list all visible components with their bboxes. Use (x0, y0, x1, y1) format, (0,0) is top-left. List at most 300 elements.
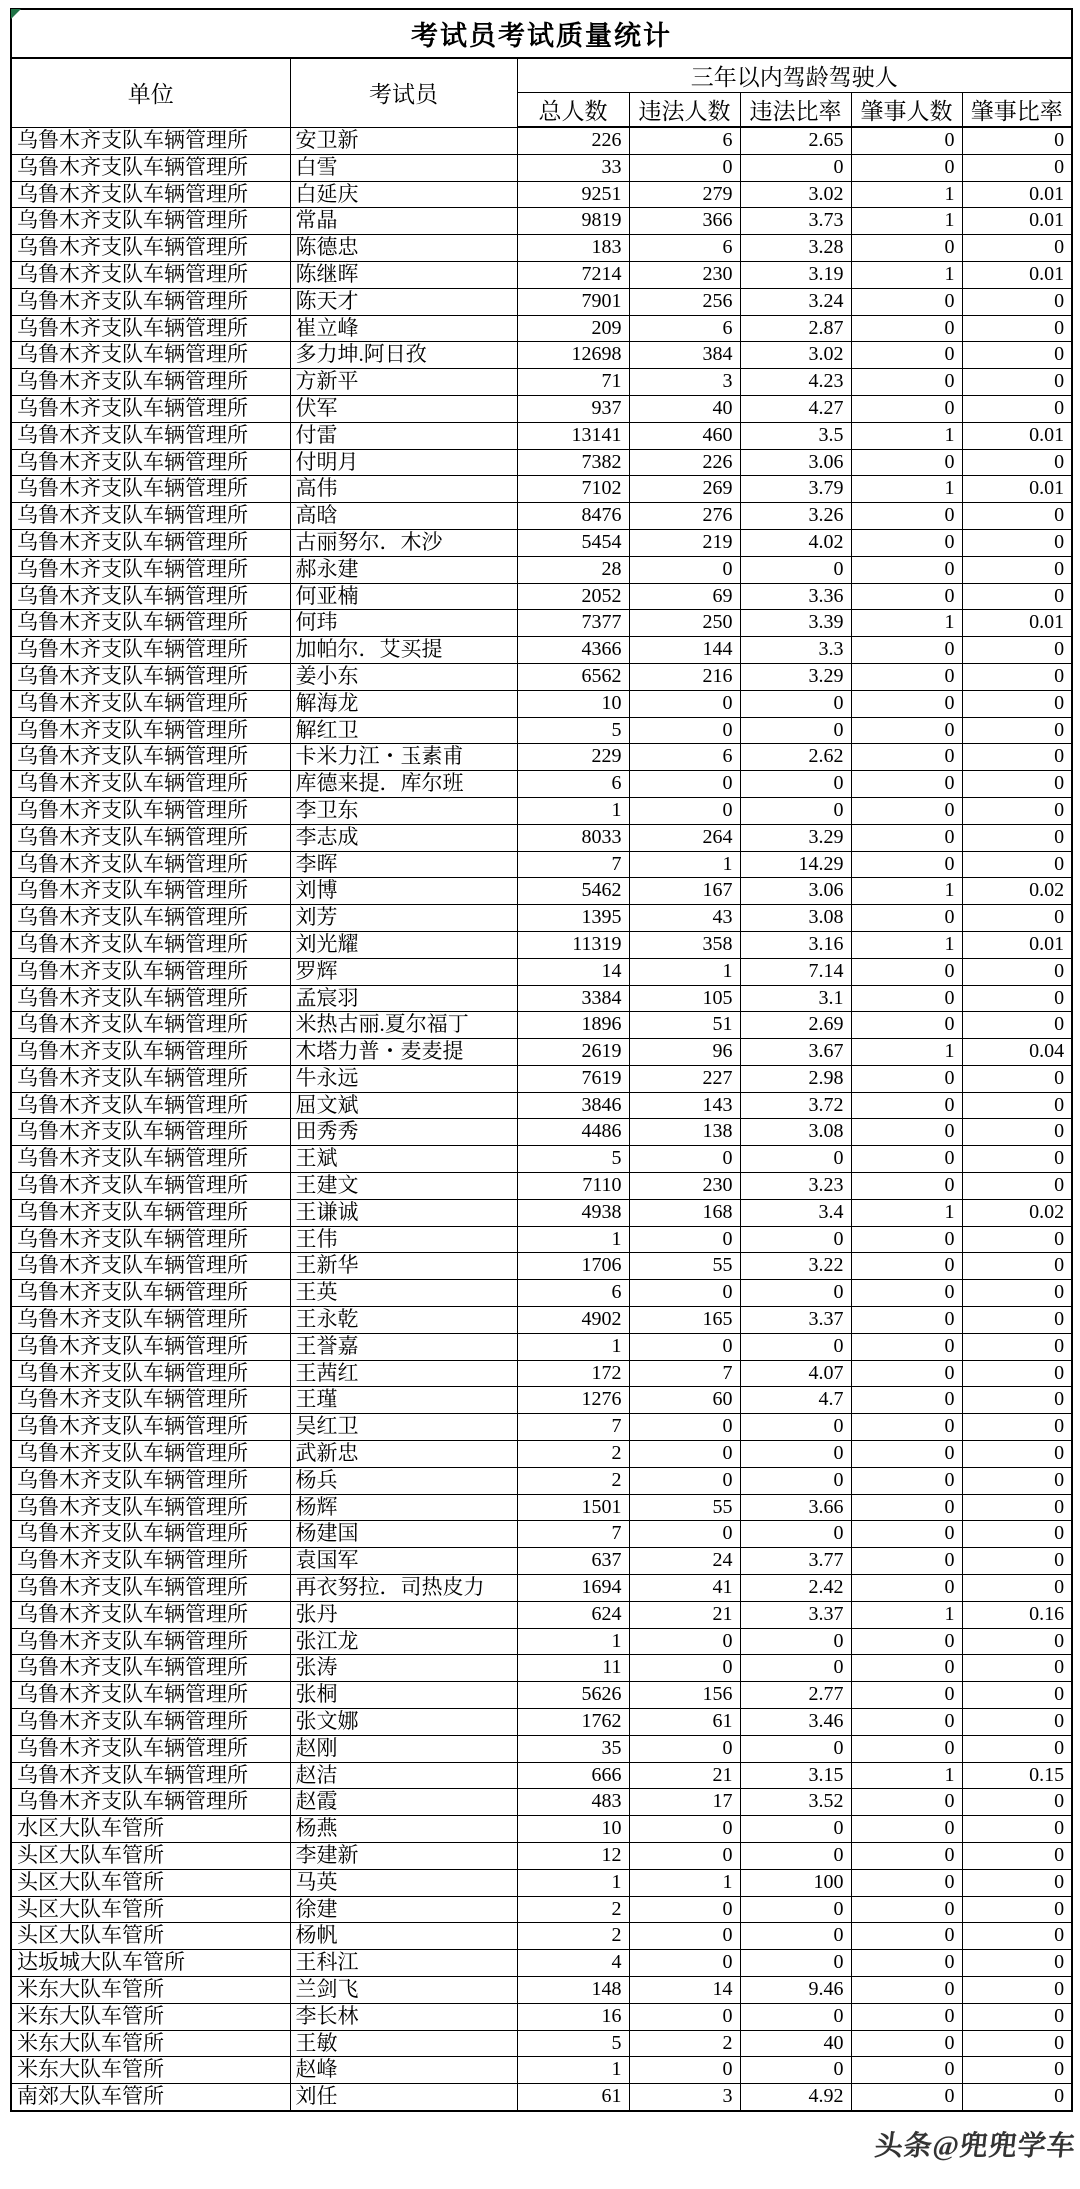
table-row (11, 1146, 1072, 1173)
accident-rate-cell: 0 (962, 583, 1072, 610)
accident-count-cell: 0 (851, 1816, 962, 1843)
unit-cell: 乌鲁木齐支队车辆管理所 (11, 1065, 290, 1092)
table-row (11, 476, 1072, 503)
examiner-cell: 木塔力普・麦麦提 (290, 1039, 517, 1066)
accident-rate-cell: 0 (962, 1869, 1072, 1896)
accident-rate-cell: 0.01 (962, 181, 1072, 208)
violation-count-cell: 0 (629, 1950, 740, 1977)
table-row (11, 181, 1072, 208)
violation-count-cell: 7 (629, 1360, 740, 1387)
col-header-accident-rate: 肇事比率 (962, 93, 1072, 128)
total-count-cell: 6 (517, 771, 629, 798)
violation-count-cell: 24 (629, 1548, 740, 1575)
accident-count-cell: 1 (851, 1762, 962, 1789)
violation-count-cell: 0 (629, 1467, 740, 1494)
table-row (11, 878, 1072, 905)
unit-cell: 乌鲁木齐支队车辆管理所 (11, 958, 290, 985)
accident-count-cell: 0 (851, 1548, 962, 1575)
unit-cell: 达坂城大队车管所 (11, 1950, 290, 1977)
table-row (11, 663, 1072, 690)
violation-rate-cell: 0 (740, 1146, 851, 1173)
accident-rate-cell: 0 (962, 851, 1072, 878)
table-row (11, 529, 1072, 556)
table-row (11, 931, 1072, 958)
violation-count-cell: 0 (629, 1226, 740, 1253)
total-count-cell: 7214 (517, 261, 629, 288)
unit-cell: 米东大队车管所 (11, 2003, 290, 2030)
examiner-cell: 赵峰 (290, 2057, 517, 2084)
accident-rate-cell: 0 (962, 1333, 1072, 1360)
violation-count-cell: 366 (629, 208, 740, 235)
accident-rate-cell: 0 (962, 342, 1072, 369)
examiner-cell: 杨辉 (290, 1494, 517, 1521)
violation-rate-cell: 3.4 (740, 1199, 851, 1226)
accident-count-cell: 1 (851, 610, 962, 637)
total-count-cell: 11 (517, 1655, 629, 1682)
total-count-cell: 5454 (517, 529, 629, 556)
examiner-cell: 卡米力江・玉素甫 (290, 744, 517, 771)
unit-cell: 乌鲁木齐支队车辆管理所 (11, 315, 290, 342)
examiner-cell: 王誉嘉 (290, 1333, 517, 1360)
unit-cell: 乌鲁木齐支队车辆管理所 (11, 717, 290, 744)
accident-count-cell: 0 (851, 2057, 962, 2084)
violation-count-cell: 0 (629, 1923, 740, 1950)
total-count-cell: 1 (517, 1869, 629, 1896)
total-count-cell: 1896 (517, 1012, 629, 1039)
accident-rate-cell: 0 (962, 154, 1072, 181)
unit-cell: 乌鲁木齐支队车辆管理所 (11, 1735, 290, 1762)
violation-count-cell: 167 (629, 878, 740, 905)
total-count-cell: 937 (517, 395, 629, 422)
table-row (11, 1869, 1072, 1896)
examiner-cell: 王敏 (290, 2030, 517, 2057)
table-row (11, 690, 1072, 717)
unit-cell: 乌鲁木齐支队车辆管理所 (11, 1414, 290, 1441)
accident-rate-cell: 0 (962, 1816, 1072, 1843)
table-row (11, 1735, 1072, 1762)
excel-corner-marker-icon (11, 9, 21, 19)
violation-count-cell: 384 (629, 342, 740, 369)
unit-cell: 乌鲁木齐支队车辆管理所 (11, 610, 290, 637)
examiner-cell: 张涛 (290, 1655, 517, 1682)
total-count-cell: 1706 (517, 1253, 629, 1280)
accident-count-cell: 0 (851, 1950, 962, 1977)
accident-count-cell: 0 (851, 1735, 962, 1762)
violation-rate-cell: 2.77 (740, 1682, 851, 1709)
table-row (11, 2084, 1072, 2111)
accident-count-cell: 0 (851, 1307, 962, 1334)
violation-count-cell: 41 (629, 1575, 740, 1602)
unit-cell: 乌鲁木齐支队车辆管理所 (11, 235, 290, 262)
unit-cell: 乌鲁木齐支队车辆管理所 (11, 1012, 290, 1039)
violation-count-cell: 0 (629, 1816, 740, 1843)
table-row (11, 315, 1072, 342)
table-row (11, 449, 1072, 476)
examiner-cell: 王科江 (290, 1950, 517, 1977)
accident-count-cell: 0 (851, 851, 962, 878)
violation-rate-cell: 3.37 (740, 1307, 851, 1334)
accident-rate-cell: 0.01 (962, 610, 1072, 637)
accident-count-cell: 0 (851, 154, 962, 181)
accident-count-cell: 0 (851, 395, 962, 422)
examiner-cell: 高伟 (290, 476, 517, 503)
table-row (11, 1762, 1072, 1789)
table-row (11, 342, 1072, 369)
table-body (11, 127, 1072, 2111)
total-count-cell: 2 (517, 1896, 629, 1923)
accident-rate-cell: 0 (962, 1682, 1072, 1709)
accident-count-cell: 0 (851, 1333, 962, 1360)
accident-count-cell: 0 (851, 797, 962, 824)
examiner-cell: 袁国军 (290, 1548, 517, 1575)
accident-rate-cell: 0 (962, 717, 1072, 744)
examiner-cell: 何玮 (290, 610, 517, 637)
examiner-cell: 牛永远 (290, 1065, 517, 1092)
accident-rate-cell: 0 (962, 1173, 1072, 1200)
total-count-cell: 4902 (517, 1307, 629, 1334)
accident-count-cell: 1 (851, 1601, 962, 1628)
accident-count-cell: 0 (851, 342, 962, 369)
violation-rate-cell: 3.37 (740, 1601, 851, 1628)
table-row (11, 1789, 1072, 1816)
unit-cell: 乌鲁木齐支队车辆管理所 (11, 1092, 290, 1119)
total-count-cell: 7619 (517, 1065, 629, 1092)
accident-rate-cell: 0 (962, 1065, 1072, 1092)
accident-rate-cell: 0 (962, 1226, 1072, 1253)
violation-count-cell: 6 (629, 127, 740, 154)
examiner-cell: 李晖 (290, 851, 517, 878)
violation-count-cell: 6 (629, 315, 740, 342)
accident-count-cell: 0 (851, 1092, 962, 1119)
violation-rate-cell: 0 (740, 1896, 851, 1923)
violation-rate-cell: 0 (740, 556, 851, 583)
examiner-cell: 刘博 (290, 878, 517, 905)
total-count-cell: 229 (517, 744, 629, 771)
table-row (11, 1923, 1072, 1950)
accident-count-cell: 0 (851, 1521, 962, 1548)
table-row (11, 1682, 1072, 1709)
table-row (11, 824, 1072, 851)
accident-count-cell: 0 (851, 1441, 962, 1468)
accident-count-cell: 0 (851, 288, 962, 315)
examiner-cell: 吴红卫 (290, 1414, 517, 1441)
violation-rate-cell: 3.06 (740, 449, 851, 476)
total-count-cell: 148 (517, 1976, 629, 2003)
total-count-cell: 1762 (517, 1709, 629, 1736)
quality-statistics-table (10, 8, 1073, 2112)
examiner-cell: 常晶 (290, 208, 517, 235)
total-count-cell: 2619 (517, 1039, 629, 1066)
violation-rate-cell: 3.19 (740, 261, 851, 288)
accident-count-cell: 0 (851, 1976, 962, 2003)
violation-rate-cell: 4.07 (740, 1360, 851, 1387)
table-row (11, 1119, 1072, 1146)
violation-count-cell: 0 (629, 1843, 740, 1870)
table-row (11, 2057, 1072, 2084)
violation-count-cell: 168 (629, 1199, 740, 1226)
accident-rate-cell: 0.01 (962, 931, 1072, 958)
examiner-cell: 杨燕 (290, 1816, 517, 1843)
table-row (11, 1816, 1072, 1843)
examiner-cell: 赵刚 (290, 1735, 517, 1762)
violation-count-cell: 2 (629, 2030, 740, 2057)
table-row (11, 1655, 1072, 1682)
table-row (11, 1387, 1072, 1414)
violation-rate-cell: 4.02 (740, 529, 851, 556)
accident-rate-cell: 0 (962, 1441, 1072, 1468)
examiner-cell: 崔立峰 (290, 315, 517, 342)
col-header-examiner: 考试员 (290, 58, 517, 127)
unit-cell: 乌鲁木齐支队车辆管理所 (11, 422, 290, 449)
violation-rate-cell: 3.67 (740, 1039, 851, 1066)
col-header-accident-count: 肇事人数 (851, 93, 962, 128)
accident-rate-cell: 0.02 (962, 1199, 1072, 1226)
table-row (11, 1280, 1072, 1307)
accident-rate-cell: 0 (962, 985, 1072, 1012)
unit-cell: 头区大队车管所 (11, 1896, 290, 1923)
total-count-cell: 5 (517, 1146, 629, 1173)
violation-count-cell: 6 (629, 744, 740, 771)
accident-rate-cell: 0 (962, 663, 1072, 690)
violation-rate-cell: 3.46 (740, 1709, 851, 1736)
table-row (11, 1548, 1072, 1575)
violation-rate-cell: 3.29 (740, 824, 851, 851)
table-row (11, 985, 1072, 1012)
unit-cell: 乌鲁木齐支队车辆管理所 (11, 1655, 290, 1682)
accident-rate-cell: 0 (962, 1360, 1072, 1387)
accident-rate-cell: 0 (962, 690, 1072, 717)
violation-count-cell: 0 (629, 1280, 740, 1307)
total-count-cell: 10 (517, 690, 629, 717)
violation-count-cell: 264 (629, 824, 740, 851)
accident-count-cell: 1 (851, 878, 962, 905)
violation-rate-cell: 3.77 (740, 1548, 851, 1575)
accident-rate-cell: 0 (962, 449, 1072, 476)
examiner-cell: 杨建国 (290, 1521, 517, 1548)
accident-rate-cell: 0 (962, 797, 1072, 824)
total-count-cell: 28 (517, 556, 629, 583)
unit-cell: 乌鲁木齐支队车辆管理所 (11, 1173, 290, 1200)
total-count-cell: 7 (517, 851, 629, 878)
accident-rate-cell: 0 (962, 2030, 1072, 2057)
examiner-cell: 罗辉 (290, 958, 517, 985)
examiner-cell: 王瑾 (290, 1387, 517, 1414)
violation-count-cell: 60 (629, 1387, 740, 1414)
violation-rate-cell: 0 (740, 1923, 851, 1950)
table-row (11, 1253, 1072, 1280)
violation-rate-cell: 3.15 (740, 1762, 851, 1789)
accident-count-cell: 1 (851, 476, 962, 503)
accident-rate-cell: 0 (962, 288, 1072, 315)
total-count-cell: 1 (517, 1628, 629, 1655)
accident-count-cell: 0 (851, 1226, 962, 1253)
violation-count-cell: 0 (629, 1414, 740, 1441)
table-row (11, 395, 1072, 422)
table-row (11, 1333, 1072, 1360)
examiner-cell: 加帕尔．艾买提 (290, 637, 517, 664)
table-row (11, 1039, 1072, 1066)
examiner-cell: 赵洁 (290, 1762, 517, 1789)
unit-cell: 乌鲁木齐支队车辆管理所 (11, 476, 290, 503)
examiner-cell: 付雷 (290, 422, 517, 449)
accident-count-cell: 0 (851, 529, 962, 556)
unit-cell: 乌鲁木齐支队车辆管理所 (11, 931, 290, 958)
violation-rate-cell: 7.14 (740, 958, 851, 985)
examiner-cell: 解海龙 (290, 690, 517, 717)
violation-count-cell: 230 (629, 1173, 740, 1200)
table-row (11, 1360, 1072, 1387)
accident-count-cell: 0 (851, 556, 962, 583)
examiner-cell: 刘任 (290, 2084, 517, 2111)
accident-rate-cell: 0 (962, 556, 1072, 583)
total-count-cell: 4 (517, 1950, 629, 1977)
total-count-cell: 5626 (517, 1682, 629, 1709)
unit-cell: 乌鲁木齐支队车辆管理所 (11, 1762, 290, 1789)
unit-cell: 乌鲁木齐支队车辆管理所 (11, 905, 290, 932)
violation-count-cell: 143 (629, 1092, 740, 1119)
violation-count-cell: 61 (629, 1709, 740, 1736)
accident-count-cell: 1 (851, 1199, 962, 1226)
violation-count-cell: 0 (629, 1628, 740, 1655)
violation-count-cell: 105 (629, 985, 740, 1012)
total-count-cell: 11319 (517, 931, 629, 958)
accident-rate-cell: 0.01 (962, 422, 1072, 449)
violation-rate-cell: 0 (740, 154, 851, 181)
violation-count-cell: 0 (629, 1146, 740, 1173)
accident-rate-cell: 0 (962, 1387, 1072, 1414)
total-count-cell: 172 (517, 1360, 629, 1387)
violation-count-cell: 216 (629, 663, 740, 690)
violation-count-cell: 21 (629, 1601, 740, 1628)
total-count-cell: 14 (517, 958, 629, 985)
examiner-cell: 陈天才 (290, 288, 517, 315)
table-row (11, 1950, 1072, 1977)
total-count-cell: 666 (517, 1762, 629, 1789)
accident-count-cell: 0 (851, 1280, 962, 1307)
total-count-cell: 7901 (517, 288, 629, 315)
violation-rate-cell: 3.06 (740, 878, 851, 905)
total-count-cell: 1 (517, 2057, 629, 2084)
violation-count-cell: 3 (629, 2084, 740, 2111)
examiner-cell: 徐建 (290, 1896, 517, 1923)
violation-rate-cell: 3.23 (740, 1173, 851, 1200)
table-row (11, 1628, 1072, 1655)
violation-count-cell: 6 (629, 235, 740, 262)
examiner-cell: 刘光耀 (290, 931, 517, 958)
unit-cell: 乌鲁木齐支队车辆管理所 (11, 1441, 290, 1468)
total-count-cell: 1501 (517, 1494, 629, 1521)
violation-count-cell: 0 (629, 1333, 740, 1360)
violation-count-cell: 0 (629, 2003, 740, 2030)
violation-rate-cell: 3.29 (740, 663, 851, 690)
unit-cell: 南郊大队车管所 (11, 2084, 290, 2111)
total-count-cell: 12698 (517, 342, 629, 369)
table-row (11, 2003, 1072, 2030)
total-count-cell: 9251 (517, 181, 629, 208)
accident-rate-cell: 0 (962, 2057, 1072, 2084)
accident-rate-cell: 0 (962, 637, 1072, 664)
accident-rate-cell: 0 (962, 1280, 1072, 1307)
accident-rate-cell: 0.15 (962, 1762, 1072, 1789)
accident-rate-cell: 0 (962, 2084, 1072, 2111)
violation-rate-cell: 3.39 (740, 610, 851, 637)
total-count-cell: 5462 (517, 878, 629, 905)
unit-cell: 乌鲁木齐支队车辆管理所 (11, 154, 290, 181)
total-count-cell: 2052 (517, 583, 629, 610)
total-count-cell: 183 (517, 235, 629, 262)
accident-count-cell: 0 (851, 2084, 962, 2111)
violation-count-cell: 0 (629, 154, 740, 181)
unit-cell: 乌鲁木齐支队车辆管理所 (11, 529, 290, 556)
accident-count-cell: 0 (851, 637, 962, 664)
unit-cell: 乌鲁木齐支队车辆管理所 (11, 1521, 290, 1548)
accident-count-cell: 0 (851, 1360, 962, 1387)
title-row (11, 9, 1072, 58)
violation-rate-cell: 3.22 (740, 1253, 851, 1280)
accident-count-cell: 0 (851, 1896, 962, 1923)
unit-cell: 乌鲁木齐支队车辆管理所 (11, 1467, 290, 1494)
table-row (11, 422, 1072, 449)
unit-cell: 乌鲁木齐支队车辆管理所 (11, 663, 290, 690)
violation-count-cell: 156 (629, 1682, 740, 1709)
examiner-cell: 王斌 (290, 1146, 517, 1173)
unit-cell: 乌鲁木齐支队车辆管理所 (11, 690, 290, 717)
examiner-cell: 李志成 (290, 824, 517, 851)
examiner-cell: 古丽努尔．木沙 (290, 529, 517, 556)
total-count-cell: 8476 (517, 503, 629, 530)
accident-rate-cell: 0 (962, 1843, 1072, 1870)
total-count-cell: 61 (517, 2084, 629, 2111)
total-count-cell: 1 (517, 797, 629, 824)
accident-count-cell: 0 (851, 905, 962, 932)
unit-cell: 乌鲁木齐支队车辆管理所 (11, 1628, 290, 1655)
examiner-cell: 伏军 (290, 395, 517, 422)
accident-rate-cell: 0 (962, 503, 1072, 530)
violation-count-cell: 96 (629, 1039, 740, 1066)
table-row (11, 1199, 1072, 1226)
violation-rate-cell: 3.02 (740, 181, 851, 208)
total-count-cell: 226 (517, 127, 629, 154)
accident-count-cell: 0 (851, 1682, 962, 1709)
total-count-cell: 1 (517, 1226, 629, 1253)
total-count-cell: 7 (517, 1414, 629, 1441)
examiner-cell: 杨帆 (290, 1923, 517, 1950)
violation-rate-cell: 0 (740, 1950, 851, 1977)
accident-rate-cell: 0 (962, 771, 1072, 798)
group-header-row (11, 58, 1072, 93)
accident-rate-cell: 0 (962, 1950, 1072, 1977)
total-count-cell: 1694 (517, 1575, 629, 1602)
accident-count-cell: 0 (851, 958, 962, 985)
accident-count-cell: 0 (851, 127, 962, 154)
total-count-cell: 6562 (517, 663, 629, 690)
accident-count-cell: 0 (851, 771, 962, 798)
unit-cell: 头区大队车管所 (11, 1923, 290, 1950)
total-count-cell: 71 (517, 369, 629, 396)
violation-rate-cell: 100 (740, 1869, 851, 1896)
violation-rate-cell: 3.66 (740, 1494, 851, 1521)
accident-rate-cell: 0 (962, 1923, 1072, 1950)
unit-cell: 乌鲁木齐支队车辆管理所 (11, 288, 290, 315)
violation-count-cell: 51 (629, 1012, 740, 1039)
accident-rate-cell: 0 (962, 1575, 1072, 1602)
accident-count-cell: 1 (851, 181, 962, 208)
examiner-cell: 安卫新 (290, 127, 517, 154)
unit-cell: 乌鲁木齐支队车辆管理所 (11, 261, 290, 288)
examiner-cell: 姜小东 (290, 663, 517, 690)
violation-count-cell: 269 (629, 476, 740, 503)
col-header-violation-count: 违法人数 (629, 93, 740, 128)
